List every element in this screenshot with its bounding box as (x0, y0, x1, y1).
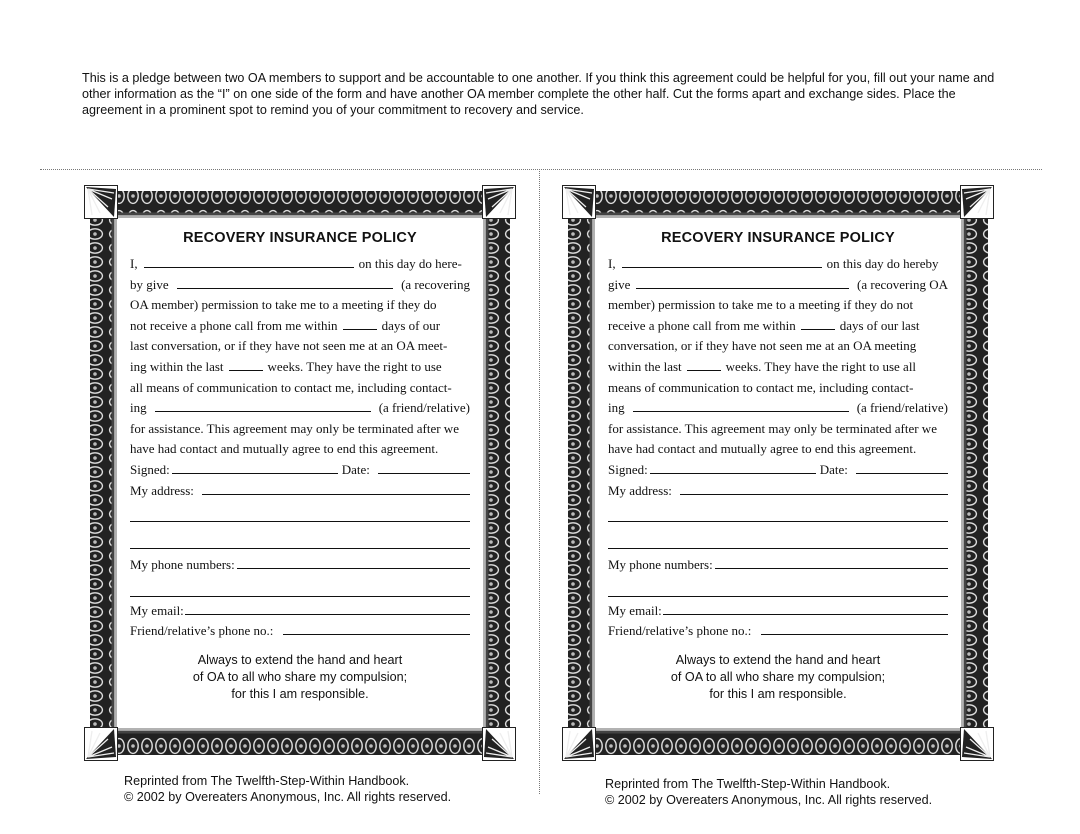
text: Date: (341, 461, 370, 477)
credit-line: © 2002 by Overeaters Anonymous, Inc. All rights reserved. (605, 793, 933, 807)
text: have had contact and mutually agree to end this agreement. (608, 441, 917, 457)
corner-fan-icon (960, 727, 994, 761)
text: My phone numbers: (608, 557, 713, 573)
address-line[interactable] (608, 528, 948, 549)
text: Friend/relative’s phone no.: (130, 623, 274, 639)
text: My email: (130, 602, 184, 618)
text: ing within the last (130, 358, 224, 374)
right-form (562, 185, 994, 761)
text: receive a phone call from me within (608, 317, 796, 333)
text: for assistance. This agreement may only be terminated after we (130, 420, 459, 436)
text: Friend/relative’s phone no.: (608, 623, 752, 639)
corner-fan-icon (84, 185, 118, 219)
text: means of communication to contact me, including contact- (608, 379, 914, 395)
phone-line[interactable] (608, 576, 948, 597)
text: (a friend/relative) (856, 400, 948, 416)
text: ing (608, 400, 625, 416)
member-name-field[interactable] (636, 275, 849, 289)
text: Signed: (130, 461, 170, 477)
corner-fan-icon (562, 185, 596, 219)
corner-fan-icon (960, 185, 994, 219)
motto-line: of OA to all who share my compulsion; (192, 669, 408, 684)
address-line[interactable] (608, 501, 948, 522)
friend-phone-field[interactable] (283, 621, 470, 635)
text: days of our (381, 317, 441, 333)
text: have had contact and mutually agree to end this agreement. (130, 441, 439, 457)
text: by give (130, 276, 169, 292)
member-name-field[interactable] (177, 275, 393, 289)
days-field[interactable] (343, 317, 377, 330)
text: all means of communication to contact me, including contact- (130, 379, 452, 395)
address-line[interactable] (130, 528, 470, 549)
credit-right (605, 776, 932, 808)
corner-fan-icon (482, 185, 516, 219)
credit-left (124, 773, 451, 805)
weeks-field[interactable] (229, 358, 263, 371)
credit-line: © 2002 by Overeaters Anonymous, Inc. All rights reserved. (124, 790, 452, 804)
text: weeks. They have the right to use (267, 358, 442, 374)
contact-field[interactable] (155, 398, 371, 412)
phone-line[interactable] (130, 576, 470, 597)
form-title: RECOVERY INSURANCE POLICY (183, 230, 417, 246)
motto-line: for this I am responsible. (709, 686, 847, 701)
phone-field[interactable] (237, 555, 470, 569)
text: Signed: (608, 461, 648, 477)
contact-field[interactable] (633, 398, 849, 412)
motto-line: for this I am responsible. (231, 686, 369, 701)
motto-line: of OA to all who share my compulsion; (670, 669, 886, 684)
text: not receive a phone call from me within (130, 317, 338, 333)
text: (a recovering OA (857, 276, 948, 292)
phone-field[interactable] (715, 555, 948, 569)
text: I, (608, 256, 616, 271)
credit-line: Reprinted from The Twelfth-Step-Within Handbook. (124, 774, 410, 788)
text: Date: (819, 461, 848, 477)
name-field[interactable] (622, 255, 822, 268)
text: within the last (608, 358, 682, 374)
text: member) permission to take me to a meeting if they do not (608, 297, 914, 313)
corner-fan-icon (482, 727, 516, 761)
address-line[interactable] (130, 501, 470, 522)
motto (130, 652, 470, 703)
date-field[interactable] (856, 460, 948, 474)
corner-fan-icon (84, 727, 118, 761)
friend-phone-field[interactable] (761, 621, 948, 635)
text: My phone numbers: (130, 557, 235, 573)
cut-line-horizontal (40, 169, 1042, 170)
corner-fan-icon (562, 727, 596, 761)
text: OA member) permission to take me to a meeting if they do (130, 297, 437, 313)
text: for assistance. This agreement may only be terminated after we (608, 420, 937, 436)
form-title: RECOVERY INSURANCE POLICY (661, 230, 895, 246)
text: conversation, or if they have not seen me at an OA meeting (608, 338, 917, 354)
text: My email: (608, 602, 662, 618)
text: on this day do hereby (826, 256, 939, 271)
date-field[interactable] (378, 460, 470, 474)
days-field[interactable] (801, 317, 835, 330)
motto-line: Always to extend the hand and heart (675, 652, 881, 667)
name-field[interactable] (144, 255, 354, 268)
text: (a friend/relative) (378, 400, 470, 416)
text: My address: (130, 482, 194, 498)
motto (608, 652, 948, 703)
intro-text: This is a pledge between two OA members to support and be accountable to one another. If you think this agreement could be helpful for you, fill out your name and other information as the “I” on one side of the form and have another OA member complete the other half. Cut the forms apart and exchange sides. Place the agreement in a prominent spot to remind you of your commitment to recovery and service. (82, 71, 995, 117)
text: days of our last (839, 317, 920, 333)
email-field[interactable] (185, 601, 470, 615)
text: on this day do here- (358, 256, 462, 271)
motto-line: Always to extend the hand and heart (197, 652, 403, 667)
weeks-field[interactable] (687, 358, 721, 371)
text: My address: (608, 482, 672, 498)
text: last conversation, or if they have not seen me at an OA meet- (130, 338, 448, 354)
credit-line: Reprinted from The Twelfth-Step-Within Handbook. (605, 777, 891, 791)
address-field[interactable] (680, 481, 948, 495)
cut-line-vertical (539, 169, 540, 794)
text: ing (130, 400, 147, 416)
text: (a recovering (401, 276, 470, 292)
email-field[interactable] (663, 601, 948, 615)
text: weeks. They have the right to use all (725, 358, 917, 374)
text: I, (130, 256, 138, 271)
left-form (84, 185, 516, 761)
address-field[interactable] (202, 481, 470, 495)
signature-field[interactable] (650, 461, 816, 474)
text: give (608, 276, 631, 292)
signature-field[interactable] (172, 461, 338, 474)
